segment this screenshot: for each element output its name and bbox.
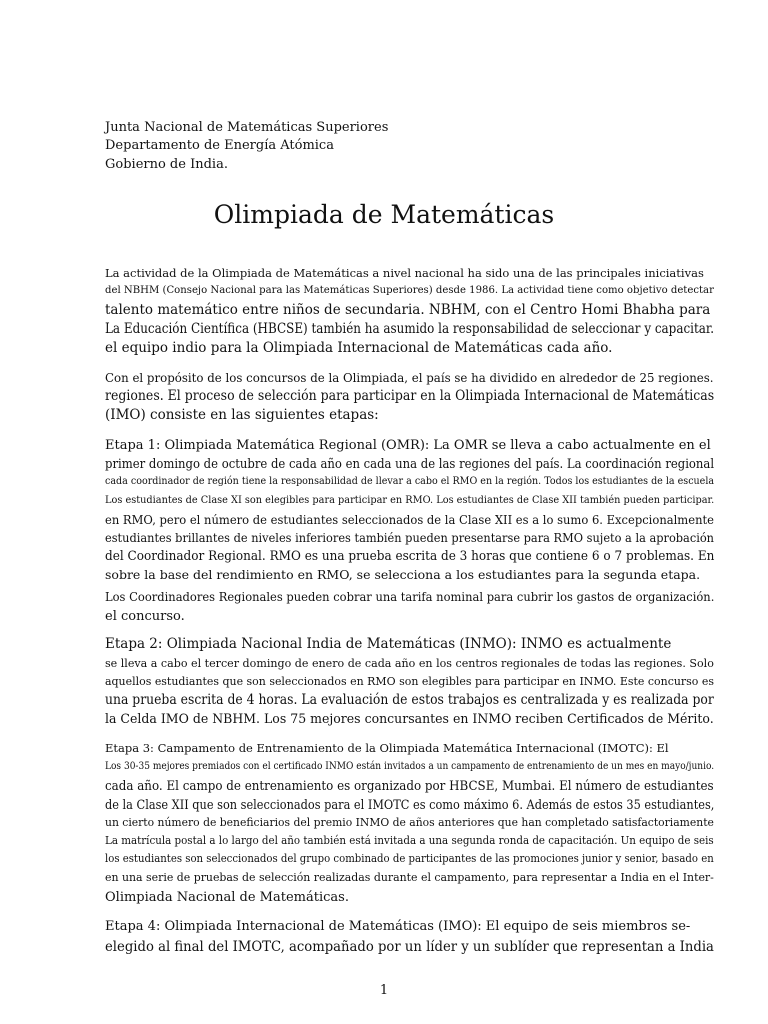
text-line: cada año. El campo de entrenamiento es organizado por HBCSE, Mumbai. El número de estudiantes <box>105 779 714 794</box>
text-line: elegido al final del IMOTC, acompañado por un líder y un sublíder que representan a India <box>105 939 714 955</box>
text-line: La matrícula postal a lo largo del año también está invitada a una segunda ronda de capacitación. Un equipo de seis <box>105 833 714 847</box>
text-line: en una serie de pruebas de selección realizadas durante el campamento, para representar a India en el Inter- <box>105 870 714 884</box>
text-line: el concurso. <box>105 609 185 624</box>
text-line: del NBHM (Consejo Nacional para las Matemáticas Superiores) desde 1986. La actividad tiene como objetivo detectar <box>105 284 714 296</box>
text-line: regiones. El proceso de selección para participar en la Olimpiada Internacional de Matemáticas <box>105 388 715 404</box>
text-line: sobre la base del rendimiento en RMO, se selecciona a los estudiantes para la segunda etapa. <box>105 567 701 582</box>
text-line: se lleva a cabo el tercer domingo de enero de cada año en los centros regionales de todas las regiones. Solo <box>105 656 714 670</box>
header-line-government: Gobierno de India. <box>105 157 228 172</box>
text-line: Los 30-35 mejores premiados con el certificado INMO están invitados a un campamento de entrenamiento de un mes en mayo/junio. <box>105 760 715 772</box>
text-line: de la Clase XII que son seleccionados para el IMOTC es como máximo 6. Además de estos 35 estudiantes, <box>105 798 715 813</box>
text-line: Con el propósito de los concursos de la Olimpiada, el país se ha dividido en alrededor de 25 regiones. <box>105 370 714 385</box>
text-line: Etapa 1: Olimpiada Matemática Regional (OMR): La OMR se lleva a cabo actualmente en el <box>105 438 711 453</box>
text-line: La actividad de la Olimpiada de Matemáticas a nivel nacional ha sido una de las principales iniciativas <box>105 266 704 280</box>
header-line-department: Departamento de Energía Atómica <box>105 138 334 153</box>
text-line: (IMO) consiste en las siguientes etapas: <box>105 407 379 423</box>
text-line: Los Coordinadores Regionales pueden cobrar una tarifa nominal para cubrir los gastos de organización. <box>105 589 715 604</box>
text-line: una prueba escrita de 4 horas. La evaluación de estos trabajos es centralizada y es realizada por <box>105 692 714 708</box>
text-line: los estudiantes son seleccionados del grupo combinado de participantes de las promociones junior y senior, basado en <box>105 851 714 865</box>
text-line: primer domingo de octubre de cada año en cada una de las regiones del país. La coordinación regional <box>105 457 715 472</box>
text-line: Etapa 3: Campamento de Entrenamiento de la Olimpiada Matemática Internacional (IMOTC): El <box>105 741 669 755</box>
text-line: Etapa 4: Olimpiada Internacional de Matemáticas (IMO): El equipo de seis miembros se- <box>105 919 691 934</box>
text-line: estudiantes brillantes de niveles inferiores también pueden presentarse para RMO sujeto a la aprobación <box>105 530 714 545</box>
page-number: 1 <box>379 983 389 998</box>
text-line: talento matemático entre niños de secundaria. NBHM, con el Centro Homi Bhabha para <box>105 302 711 318</box>
page-title: Olimpiada de Matemáticas <box>213 200 555 229</box>
text-line: Olimpiada Nacional de Matemáticas. <box>105 890 349 905</box>
text-line: del Coordinador Regional. RMO es una prueba escrita de 3 horas que contiene 6 o 7 problemas. En <box>105 549 715 564</box>
text-line: la Celda IMO de NBHM. Los 75 mejores concursantes en INMO reciben Certificados de Mérito. <box>105 712 714 727</box>
text-line: cada coordinador de región tiene la responsabilidad de llevar a cabo el RMO en la región. Todos los estudiantes de la escuela <box>105 475 715 487</box>
header-line-board: Junta Nacional de Matemáticas Superiores <box>105 120 389 135</box>
text-line: el equipo indio para la Olimpiada Internacional de Matemáticas cada año. <box>105 340 613 356</box>
text-line: en RMO, pero el número de estudiantes seleccionados de la Clase XII es a lo sumo 6. Excepcionalmente <box>105 512 714 527</box>
text-line: La Educación Científica (HBCSE) también ha asumido la responsabilidad de seleccionar y capacitar. <box>105 321 715 337</box>
text-line: aquellos estudiantes que son seleccionados en RMO son elegibles para participar en INMO. Este concurso es <box>105 674 714 688</box>
text-line: Los estudiantes de Clase XI son elegibles para participar en RMO. Los estudiantes de Clase XII también pueden participar. <box>105 494 715 506</box>
text-line: Etapa 2: Olimpiada Nacional India de Matemáticas (INMO): INMO es actualmente <box>105 636 672 652</box>
text-line: un cierto número de beneficiarios del premio INMO de años anteriores que han completado satisfactoriamente <box>105 815 714 829</box>
